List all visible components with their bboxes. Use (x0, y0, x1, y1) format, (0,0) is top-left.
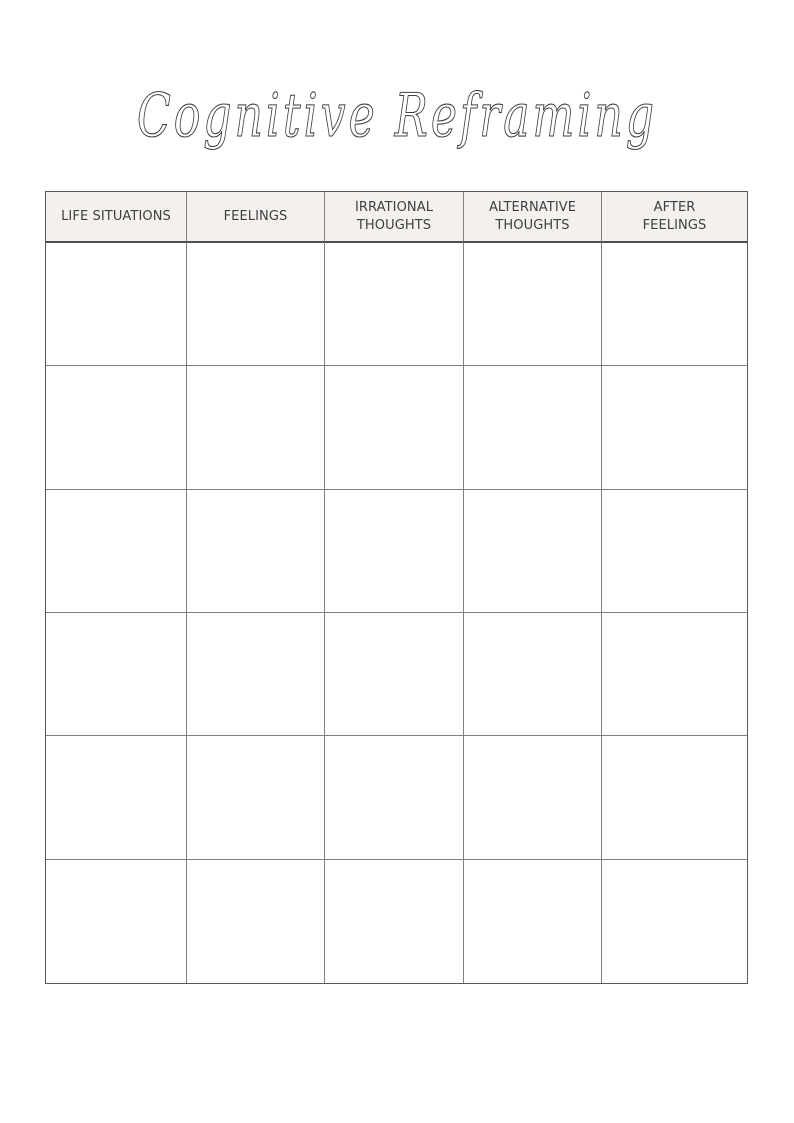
table-cell-after-feelings[interactable] (602, 366, 747, 489)
table-cell-alternative-thoughts[interactable] (464, 243, 602, 366)
column-header-life-situations: LIFE SITUATIONS (46, 192, 187, 243)
table-cell-after-feelings[interactable] (602, 736, 747, 859)
table-cell-life-situations[interactable] (46, 490, 187, 613)
cognitive-reframing-table (45, 191, 748, 984)
table-cell-irrational-thoughts[interactable] (325, 860, 464, 983)
table-cell-feelings[interactable] (187, 860, 325, 983)
table-cell-feelings[interactable] (187, 736, 325, 859)
table-cell-after-feelings[interactable] (602, 860, 747, 983)
table-cell-feelings[interactable] (187, 243, 325, 366)
table-cell-irrational-thoughts[interactable] (325, 243, 464, 366)
table-cell-irrational-thoughts[interactable] (325, 736, 464, 859)
table-cell-alternative-thoughts[interactable] (464, 860, 602, 983)
table-cell-life-situations[interactable] (46, 243, 187, 366)
table-cell-irrational-thoughts[interactable] (325, 366, 464, 489)
table-cell-after-feelings[interactable] (602, 243, 747, 366)
table-cell-alternative-thoughts[interactable] (464, 736, 602, 859)
page-title (0, 70, 794, 180)
table-cell-alternative-thoughts[interactable] (464, 613, 602, 736)
table-cell-life-situations[interactable] (46, 366, 187, 489)
table-cell-irrational-thoughts[interactable] (325, 613, 464, 736)
table-cell-after-feelings[interactable] (602, 613, 747, 736)
table-cell-feelings[interactable] (187, 613, 325, 736)
column-header-after-feelings: AFTER FEELINGS (602, 192, 747, 243)
column-header-irrational-thoughts: IRRATIONAL THOUGHTS (325, 192, 464, 243)
table-cell-alternative-thoughts[interactable] (464, 490, 602, 613)
column-header-alternative-thoughts: ALTERNATIVE THOUGHTS (464, 192, 602, 243)
page-title-text: Cognitive Reframing (137, 81, 657, 151)
table-cell-life-situations[interactable] (46, 736, 187, 859)
table-cell-irrational-thoughts[interactable] (325, 490, 464, 613)
table-cell-feelings[interactable] (187, 490, 325, 613)
table-cell-after-feelings[interactable] (602, 490, 747, 613)
table-cell-life-situations[interactable] (46, 860, 187, 983)
table-cell-alternative-thoughts[interactable] (464, 366, 602, 489)
column-header-feelings: FEELINGS (187, 192, 325, 243)
table-cell-life-situations[interactable] (46, 613, 187, 736)
table-cell-feelings[interactable] (187, 366, 325, 489)
